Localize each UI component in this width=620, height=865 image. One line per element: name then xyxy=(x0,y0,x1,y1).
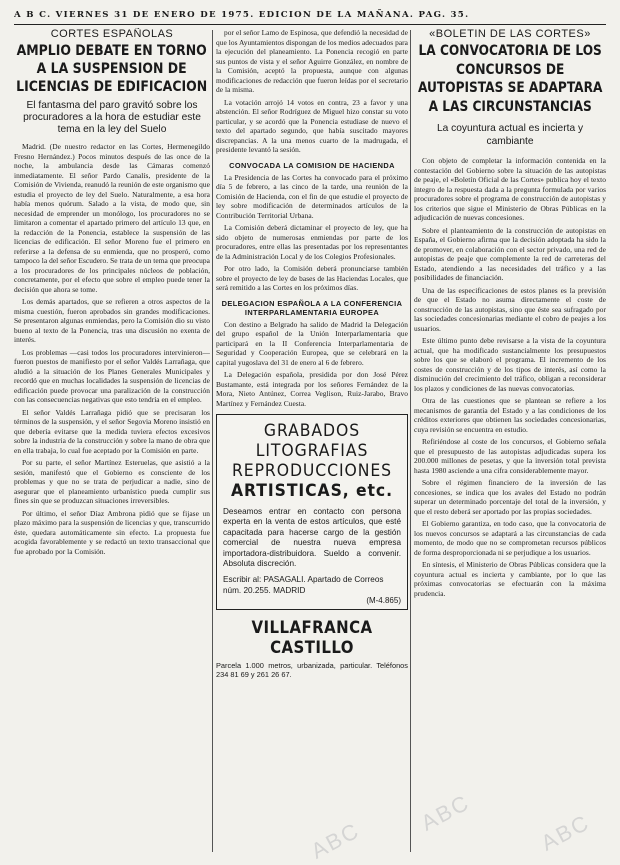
article-paragraph: Con objeto de completar la información contenida en la contestación del Gobierno sobre la situación de las autopistas de peaje, el «Boletín Oficial de las Cortes» publica hoy el texto íntegro de la respuesta dada a la pregunta formulada por varios procuradores sobre el programa de construcción de autopistas y los criterios que sigue el Ministerio de Obras Públicas en la adjudicación de nuevas concesiones. xyxy=(414,156,606,222)
subhead-comision-hacienda: CONVOCADA LA COMISION DE HACIENDA xyxy=(229,160,395,170)
column-rule xyxy=(410,30,411,852)
ad-contact: Escribir al: PASAGALI. Apartado de Correos núm. 20.255. MADRID xyxy=(223,575,384,595)
article-paragraph: Sobre el planteamiento de la construcción de autopistas en España, el Gobierno afirma que la decisión adoptada ha sido la de promover, en colaboración con el sector privado, una red de autopistas de peaje que complemente la red de carreteras del Estado, atendiendo a las necesidades del tráfico y a las posibilidades de financiación. xyxy=(414,225,606,282)
article-paragraph: El señor Valdés Larrañaga pidió que se precisaran los términos de la suspensión, y el señor Segovia Moreno insistió en que debería evitarse que la medida tuviera efectos excesivos sobre la industria de la construcción y sobre la mano de obra que en ella trabaja, lo cual fue aceptado por la Comisión en parte. xyxy=(14,407,210,455)
article-paragraph: Madrid. (De nuestro redactor en las Cortes, Hermenegildo Fresno Hernández.) Pocos minutos después de las once de la noche, la ambulancia desde las Cámaras comenzó inmediatamente. El señor Pardo Canalís, presidente de la Comisión de Vivienda, reanudó la reunión de este organismo que estudia el proyecto de ley del Suelo. Naturalmente, a esa hora había menos quórum. Salado a la vista, de modo que, sin necesidad de emprender un monólogo, los procuradores no se limitaron a comentar el apartado primero del artículo 13 que, en la redacción de la Ponencia, establece la suspensión de las licencias de edificación. El señor Moreno fue el primero en referirse a la defensa de su enmienda, que no prosperó, como tampoco la del señor Escudero. Se trata de un tema que preocupa a los procuradores de los principales núcleos de población, concretamente, por el efecto que sobre el empleo puede tener la decisión que ahora se tome. xyxy=(14,142,210,294)
article-paragraph: El Gobierno garantiza, en todo caso, que la convocatoria de los nuevos concursos se adaptará a las circunstancias de cada momento, de modo que no se comprometan recursos públicos de forma desproporcionada ni se perjudique a los usuarios. xyxy=(414,519,606,557)
article-paragraph: Por otro lado, la Comisión deberá pronunciarse también sobre el proyecto de ley de bases de las Haciendas Locales, que será remitido a las Cortes en los próximos días. xyxy=(216,264,408,292)
abc-watermark: ABC xyxy=(536,809,594,856)
ad-body: Deseamos entrar en contacto con persona experta en la venta de estos artículos, que esté capacitada para hacerse cargo de la gestión comercial de nuestra nueva empresa importadora-distribuidora. Sueldo a convenir. Absoluta discreción. xyxy=(223,507,401,569)
section-kicker: «BOLETIN DE LAS CORTES» xyxy=(429,28,591,40)
ad-title-line: GRABADOS xyxy=(263,421,361,441)
section-kicker: CORTES ESPAÑOLAS xyxy=(50,28,174,40)
ad-villafranca-body: Parcela 1.000 metros, urbanizada, particular. Teléfonos 234 81 69 y 261 26 67. xyxy=(216,661,408,680)
advertisement-grabados xyxy=(216,414,408,610)
article-paragraph: Sobre el régimen financiero de la inversión de las concesiones, se indica que los avales del Estado no podrán superar un determinado porcentaje del total de la inversión, y que el resto deberá ser aportado por las propias sociedades. xyxy=(414,478,606,516)
ad-title-line: ARTISTICAS, etc. xyxy=(231,481,393,501)
page-header: A B C. VIERNES 31 DE ENERO DE 1975. EDICION DE LA MAÑANA. PAG. 35. xyxy=(14,6,606,25)
abc-watermark: ABC xyxy=(306,817,364,864)
article-paragraph: Este último punto debe revisarse a la vista de la coyuntura actual, que ha modificado sustancialmente los presupuestos sobre los que se elaboró el programa. El incremento de los costes de construcción y de los tipos de interés, así como la disminución del crecimiento del tráfico, obligan a reconsiderar los plazos y condiciones de las nuevas convocatorias. xyxy=(414,336,606,393)
ad-title-line: LITOGRAFIAS xyxy=(255,441,369,461)
article-paragraph: La Presidencia de las Cortes ha convocado para el próximo día 5 de febrero, a las cinco de la tarde, una reunión de la Comisión de Hacienda, con el fin de que estudie el proyecto de ley sobre modificación de determinados artículos de la Contribución Territorial Urbana. xyxy=(216,172,408,220)
article-paragraph: La Delegación española, presidida por don José Pérez Bustamante, está integrada por los señores Fernández de la Mora, Nieto Antúnez, Correa Veglison, Ruiz-Jarabo, Bravo Martínez y Fernández Cuesta. xyxy=(216,370,408,408)
article-cortes-column xyxy=(14,28,210,854)
article-paragraph: Con destino a Belgrado ha salido de Madrid la Delegación del grupo español de la Unión Interparlamentaria que participará en la II Conferencia Interparlamentaria de Seguridad y Cooperación Europea, que se celebrará en la capital yugoslava del 31 de enero al 6 de febrero. xyxy=(216,319,408,367)
article-paragraph: Por su parte, el señor Martínez Esteruelas, que asistió a la sesión, manifestó que el Gobierno es consciente de los problemas y que no se trata de perjudicar a nadie, sino de asegurar que el planeamiento urbanístico pueda cumplir sus fines sin que se produzcan situaciones irreversibles. xyxy=(14,458,210,505)
article-paragraph: por el señor Lamo de Espinosa, que defendió la necesidad de que los Ayuntamientos dispongan de los medios adecuados para la ejecución del planeamiento. La Ponencia recogió en parte sus puntos de vista y el señor Aguirre González, en nombre de la Comisión, aceptó la propuesta, aunque con algunas modificaciones de redacción que fueron leídas por el secretario de la misma. xyxy=(216,28,408,94)
article-paragraph: La votación arrojó 14 votos en contra, 23 a favor y una abstención. El señor Rodríguez de Miguel hizo constar su voto particular, y se acordó que la Ponencia estudiase de nuevo el texto del apartado segundo, que había suscitado mayores discrepancias. A la una menos cuarto de la madrugada, el presidente levantó la sesión. xyxy=(216,97,408,154)
abc-watermark: ABC xyxy=(416,789,474,836)
article-paragraph: Los demás apartados, que se refieren a otros aspectos de la misma cuestión, fueron aprobados sin grandes modificaciones. Se presentaron algunas enmiendas, pero la Comisión dio su visto bueno al texto de la Ponencia, tras una discusión no exenta de interés. xyxy=(14,297,210,344)
article-headline: AMPLIO DEBATE EN TORNO A LA SUSPENSION DE LICENCIAS DE EDIFICACION xyxy=(16,43,208,95)
article-paragraph: Otra de las cuestiones que se plantean se refiere a los mecanismos de garantía del Estado y a las condiciones de los créditos exteriores que obtienen las sociedades concesionarias, cuya revisión se encuentra en estudio. xyxy=(414,396,606,434)
ad-villafranca-title: VILLAFRANCA CASTILLO xyxy=(251,618,373,659)
article-deck: El fantasma del paro gravitó sobre los procuradores a la hora de estudiar este tema en la ley del Suelo xyxy=(23,100,201,135)
article-paragraph: Por último, el señor Díaz Ambrona pidió que se fijase un plazo máximo para la suspensión de licencias y que, transcurrido éste, quedara automáticamente sin efecto. La propuesta fue acogida favorablemente y se redactó un texto transaccional que fue aprobado por la Comisión. xyxy=(14,508,210,556)
article-deck: La coyuntura actual es incierta y cambiante xyxy=(436,123,584,147)
article-paragraph: Una de las especificaciones de estos planes es la previsión de que el Estado no asuma directamente el coste de construcción de las autopistas, sino que éste sea sufragado por las sociedades concesionarias mediante el cobro de peajes a los usuarios. xyxy=(414,285,606,333)
article-paragraph: La Comisión deberá dictaminar el proyecto de ley, que ha sido objeto de numerosas enmiendas por parte de los procuradores, entre ellas las presentadas por los representantes de la Administración Local y de los Colegios Profesionales. xyxy=(216,223,408,261)
ad-reference: (M-4.865) xyxy=(366,596,401,606)
article-autopistas-column xyxy=(414,28,606,854)
article-paragraph: Refiriéndose al coste de los concursos, el Gobierno señala que el presupuesto de las autopistas adjudicadas supera los 200.000 millones de pesetas, y que la inversión total prevista hasta 1980 asciende a una cifra considerablemente mayor. xyxy=(414,437,606,475)
ad-title-line: REPRODUCCIONES xyxy=(231,461,392,481)
subhead-delegacion: DELEGACION ESPAÑOLA A LA CONFERENCIA INTERPARLAMENTARIA EUROPEA xyxy=(221,298,403,317)
middle-column xyxy=(216,28,408,854)
article-paragraph: Los problemas —casi todos los procuradores intervinieron— fueron puestos de manifiesto por el señor Valdés Larrañaga, que aludió a la situación de los Planes Generales Municipales y recordó que en muchas localidades la suspensión de licencias de edificación puede provocar una paralización de la construcción con las consecuencias negativas que esto tendría en el empleo. xyxy=(14,347,210,404)
article-headline: LA CONVOCATORIA DE LOS CONCURSOS DE AUTOPISTAS SE ADAPTARA A LAS CIRCUNSTANCIAS xyxy=(417,43,603,115)
article-paragraph: En síntesis, el Ministerio de Obras Públicas considera que la coyuntura actual es incierta y cambiante, por lo que las próximas convocatorias se efectuarán con la máxima prudencia. xyxy=(414,560,606,598)
column-rule xyxy=(212,30,213,852)
